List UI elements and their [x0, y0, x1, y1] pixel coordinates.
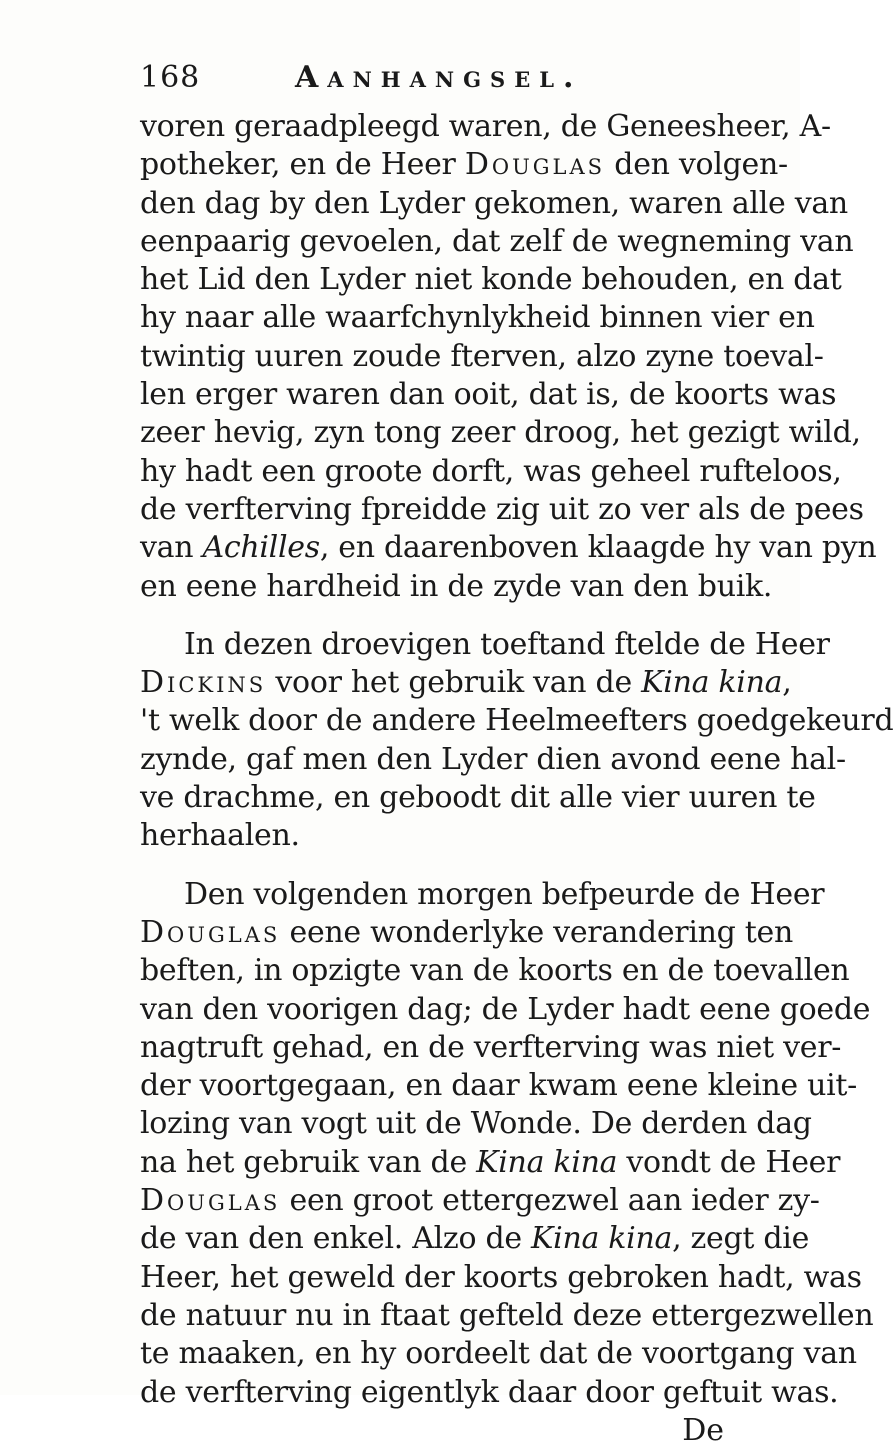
person-name: Douglas	[464, 147, 606, 183]
person-name: Douglas	[140, 914, 281, 950]
text-line: de natuur nu in ftaat gefteld deze ettergezwellen	[140, 1297, 874, 1333]
text-line: lozing van vogt uit de Wonde. De derden dag	[140, 1106, 812, 1142]
paragraph-3	[140, 876, 874, 1412]
body-text	[140, 108, 893, 1450]
text-line: Dickins voor het gebruik van de Kina kina,	[140, 665, 792, 701]
drug-name: Kina kina	[531, 1221, 673, 1257]
text-line: In dezen droevigen toeftand ftelde de Heer	[184, 626, 830, 662]
text-line: voren geraadpleegd waren, de Geneesheer, A-	[140, 109, 831, 144]
text-line: hy hadt een groote dorft, was geheel rufteloos,	[140, 453, 842, 489]
text-line: Douglas een groot ettergezwel aan ieder zy-	[140, 1183, 820, 1219]
text-line: van den voorigen dag; de Lyder hadt eene goede	[140, 991, 871, 1027]
drug-name: Kina kina	[476, 1144, 618, 1180]
text-line: Douglas eene wonderlyke verandering ten	[140, 914, 794, 950]
text-line: Heer, het geweld der koorts gebroken hadt, was	[140, 1259, 862, 1295]
running-title: Aanhangsel.	[295, 60, 583, 95]
page-number: 168	[140, 60, 201, 95]
text-line: eenpaarig gevoelen, dat zelf de wegneming van	[140, 223, 854, 259]
text-line: de verfterving eigentlyk daar door geftuit was.	[140, 1374, 839, 1410]
page-header	[140, 60, 720, 100]
text-line: ve drachme, en geboodt dit alle vier uuren te	[140, 780, 816, 816]
text-line: der voortgegaan, en daar kwam eene kleine uit-	[140, 1068, 857, 1104]
text-line: de verfterving fpreidde zig uit zo ver als de pees	[140, 491, 864, 527]
text-line: den dag by den Lyder gekomen, waren alle van	[140, 185, 848, 221]
text-line: nagtruft gehad, en de verfterving was niet ver-	[140, 1029, 842, 1065]
text-line: herhaalen.	[140, 818, 300, 854]
text-line: Den volgenden morgen befpeurde de Heer	[184, 876, 825, 912]
text-line: twintig uuren zoude fterven, alzo zyne toeval-	[140, 338, 824, 374]
person-name: Dickins	[140, 665, 267, 701]
text-line: de van den enkel. Alzo de Kina kina, zegt die	[140, 1221, 810, 1257]
text-line: het Lid den Lyder niet konde behouden, en dat	[140, 262, 842, 298]
text-line: beften, in opzigte van de koorts en de toevallen	[140, 953, 850, 989]
person-name: Douglas	[140, 1183, 281, 1219]
drug-name: Kina kina	[641, 665, 783, 701]
paragraph-2	[140, 626, 893, 856]
text-line: potheker, en de Heer Douglas den volgen-	[140, 147, 788, 183]
text-line: 't welk door de andere Heelmeefters goedgekeurd	[140, 703, 893, 739]
person-name: Achilles	[202, 530, 320, 566]
text-line: zynde, gaf men den Lyder dien avond eene hal-	[140, 741, 846, 777]
text-line: hy naar alle waarfchynlykheid binnen vier en	[140, 300, 815, 336]
text-line: van Achilles, en daarenboven klaagde hy van pyn	[140, 530, 877, 566]
text-line: zeer hevig, zyn tong zeer droog, het gezigt wild,	[140, 415, 861, 451]
text-line: te maaken, en hy oordeelt dat de voortgang van	[140, 1336, 857, 1372]
catchword: De	[682, 1412, 724, 1448]
text-line: na het gebruik van de Kina kina vondt de Heer	[140, 1144, 841, 1180]
paragraph-1	[140, 108, 877, 606]
text-line: len erger waren dan ooit, dat is, de koorts was	[140, 377, 837, 413]
text-line: en eene hardheid in de zyde van den buik.	[140, 568, 773, 604]
